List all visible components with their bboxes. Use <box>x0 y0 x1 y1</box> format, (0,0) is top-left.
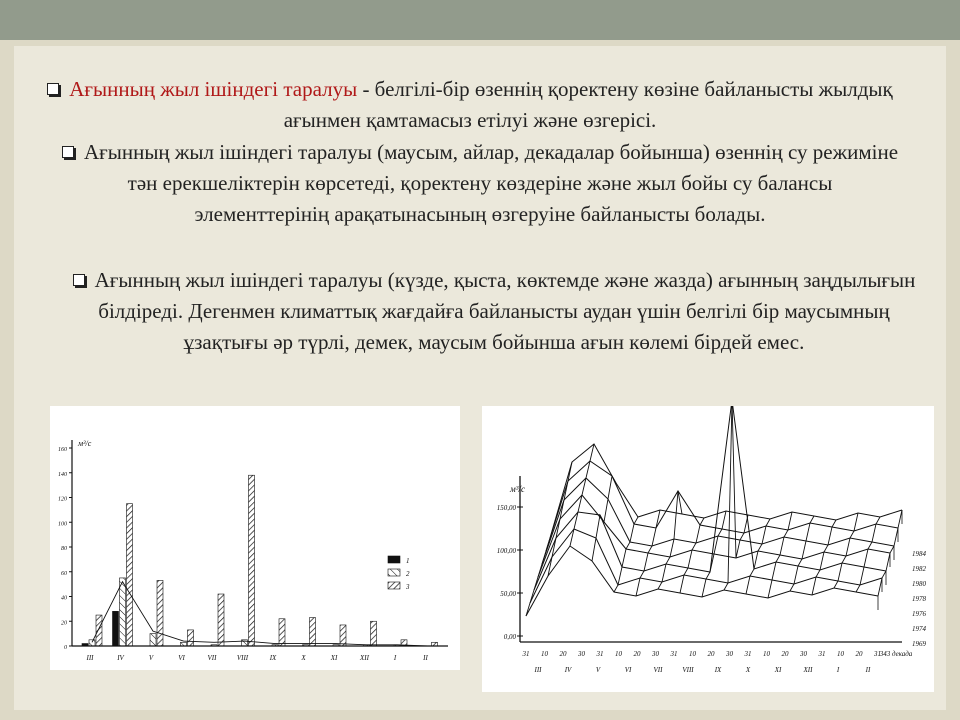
decadal-flow-surface-chart <box>482 406 934 692</box>
surface-row-line <box>526 546 878 616</box>
legend-swatch-1 <box>388 556 400 563</box>
surface-row-line <box>534 406 886 590</box>
y-tick-label: 150,00 <box>496 504 516 512</box>
month-label: III <box>534 666 542 674</box>
legend-label: 3 <box>406 583 410 591</box>
bar-3 <box>279 619 285 646</box>
surface-col-line <box>680 518 704 593</box>
x-tick-label: 31 <box>874 650 881 658</box>
x-tick-label: I <box>393 654 397 662</box>
x-tick-label: 31 <box>596 650 604 658</box>
surface-col-line <box>834 513 858 588</box>
x-tick-label: III <box>86 654 94 662</box>
x-tick-label: 10 <box>763 650 770 658</box>
paragraph-monthly <box>60 137 900 230</box>
y-axis-label: м³/с <box>78 439 92 448</box>
x-tick-label: 31 <box>670 650 678 658</box>
month-label: XII <box>803 666 813 674</box>
legend-swatch-3 <box>388 582 400 589</box>
month-label: XI <box>774 666 782 674</box>
depth-label: 1976 <box>912 610 926 618</box>
bar-2 <box>89 640 95 646</box>
x-tick-label: V <box>148 654 154 662</box>
bar-3 <box>188 630 194 646</box>
y-tick-label: 60 <box>61 570 67 577</box>
x-tick-label: X <box>301 654 306 662</box>
y-axis-label: м³/с <box>510 484 525 494</box>
bar-3 <box>157 580 163 646</box>
paragraph-definition <box>30 74 910 136</box>
month-label: VII <box>653 666 663 674</box>
depth-label: 1978 <box>912 595 926 603</box>
y-tick-label: 20 <box>61 620 67 627</box>
legend-swatch-2 <box>388 569 400 576</box>
x-tick-label: XII <box>360 654 369 662</box>
legend-label: 1 <box>406 557 410 565</box>
month-label: IX <box>714 666 722 674</box>
month-label: II <box>865 666 871 674</box>
x-tick-label: 20 <box>559 650 567 658</box>
x-tick-label: 30 <box>578 650 585 658</box>
x-tick-label: 30 <box>800 650 807 658</box>
bar-1 <box>113 611 119 646</box>
surface-col-line <box>702 511 726 597</box>
surface-col-line <box>746 519 770 594</box>
y-tick-label: 140 <box>58 471 67 478</box>
y-tick-label: 120 <box>58 496 67 503</box>
month-label: I <box>836 666 840 674</box>
bar-2 <box>211 645 217 646</box>
x-tick-label: XI <box>330 654 338 662</box>
bar-2 <box>150 634 156 646</box>
depth-label: 1984 <box>912 550 926 558</box>
y-tick-label: 80 <box>61 546 67 552</box>
y-tick-label: 50,00 <box>500 590 516 598</box>
x-tick-label: 31 <box>744 650 752 658</box>
surface-col-line <box>636 510 660 596</box>
depth-label: 1980 <box>912 580 926 588</box>
bar-3 <box>310 618 316 646</box>
x-tick-label: IX <box>269 654 277 662</box>
month-label: VIII <box>682 666 694 674</box>
checkbox-bullet-icon <box>47 83 59 95</box>
x-tick-label: 10 <box>837 650 844 658</box>
x-tick-label: VII <box>207 654 217 662</box>
bar-3 <box>371 621 377 646</box>
surface-col-line <box>592 476 616 561</box>
x-tick-label: 10 <box>689 650 696 658</box>
y-tick-label: 100 <box>58 521 67 528</box>
surface-row-line <box>550 444 902 538</box>
series-line <box>92 582 428 646</box>
bar-3 <box>432 642 438 646</box>
bar-2 <box>303 645 309 646</box>
x-tick-label: 31 <box>818 650 826 658</box>
x-tick-label: 343 декада <box>879 650 913 658</box>
x-tick-label: 20 <box>781 650 789 658</box>
month-label: IV <box>564 666 572 674</box>
surface-col-line <box>526 538 550 616</box>
x-tick-label: 10 <box>541 650 548 658</box>
bar-3 <box>340 625 346 646</box>
x-tick-label: IV <box>117 654 124 662</box>
bar-3 <box>96 615 102 646</box>
surface-chart-panel <box>482 406 934 692</box>
x-tick-label: 20 <box>707 650 715 658</box>
surface-row-line <box>542 478 894 564</box>
x-tick-label: 10 <box>615 650 622 658</box>
month-label: X <box>745 666 751 674</box>
y-tick-label: 0 <box>64 645 67 651</box>
bar-chart-panel <box>50 406 460 670</box>
y-tick-label: 40 <box>61 595 67 602</box>
bar-2 <box>181 642 187 646</box>
x-tick-label: II <box>423 654 428 662</box>
x-tick-label: VIII <box>236 654 249 662</box>
month-label: VI <box>624 666 632 674</box>
legend-label: 2 <box>406 570 410 578</box>
depth-label: 1974 <box>912 625 926 633</box>
x-tick-label: 20 <box>633 650 641 658</box>
month-label: V <box>595 666 601 674</box>
surface-col-line <box>768 512 792 598</box>
surface-col-line <box>812 520 836 595</box>
bar-1 <box>82 644 88 646</box>
depth-label: 1969 <box>912 640 926 648</box>
checkbox-bullet-icon <box>62 146 74 158</box>
x-tick-label: 20 <box>855 650 863 658</box>
bar-3 <box>249 475 255 646</box>
surface-col-line <box>614 517 638 592</box>
definition-text: - белгілі-бір өзеннің қоректену көзіне байланысты жылдық ағынмен қамтамасыз етілуі және өзгерісі. <box>283 77 893 132</box>
surface-col-line <box>856 517 880 592</box>
y-tick-label: 100,00 <box>496 547 516 555</box>
y-tick-label: 0,00 <box>503 633 516 641</box>
paragraph-seasonal <box>66 265 922 358</box>
surface-col-line <box>570 444 594 546</box>
y-tick-label: 160 <box>58 447 67 453</box>
top-bar <box>0 0 960 40</box>
monthly-flow-bar-chart <box>50 406 460 670</box>
bar-2 <box>333 645 339 646</box>
x-tick-label: VI <box>178 654 185 662</box>
depth-label: 1982 <box>912 565 926 573</box>
bar-3 <box>127 504 133 646</box>
x-tick-label: 31 <box>522 650 530 658</box>
paragraph-seasonal-text: Ағынның жыл ішіндегі таралуы (күзде, қыста, көктемде және жазда) ағынның заңдылығын білдіреді. Дегенмен климаттық жағдайға байланысты аудан үшін белгілі бір маусымның ұзақтығы әр түрлі, демек, маусым бойынша ағын көлемі бірдей емес. <box>94 268 916 354</box>
bar-3 <box>218 594 224 646</box>
x-tick-label: 30 <box>726 650 733 658</box>
bar-2 <box>120 578 126 646</box>
bar-2 <box>272 645 278 646</box>
x-tick-label: 30 <box>652 650 659 658</box>
surface-col-line <box>790 516 814 591</box>
checkbox-bullet-icon <box>73 274 85 286</box>
term-highlight: Ағынның жыл ішіндегі таралуы <box>69 77 358 101</box>
paragraph-monthly-text: Ағынның жыл ішіндегі таралуы (маусым, айлар, декадалар бойынша) өзеннің су режиміне тән ерекшеліктерін көрсетеді, қоректену көздеріне және жыл бойы су балансы элементтерінің арақатынасының өзгеруіне байланысты болады. <box>83 140 899 226</box>
